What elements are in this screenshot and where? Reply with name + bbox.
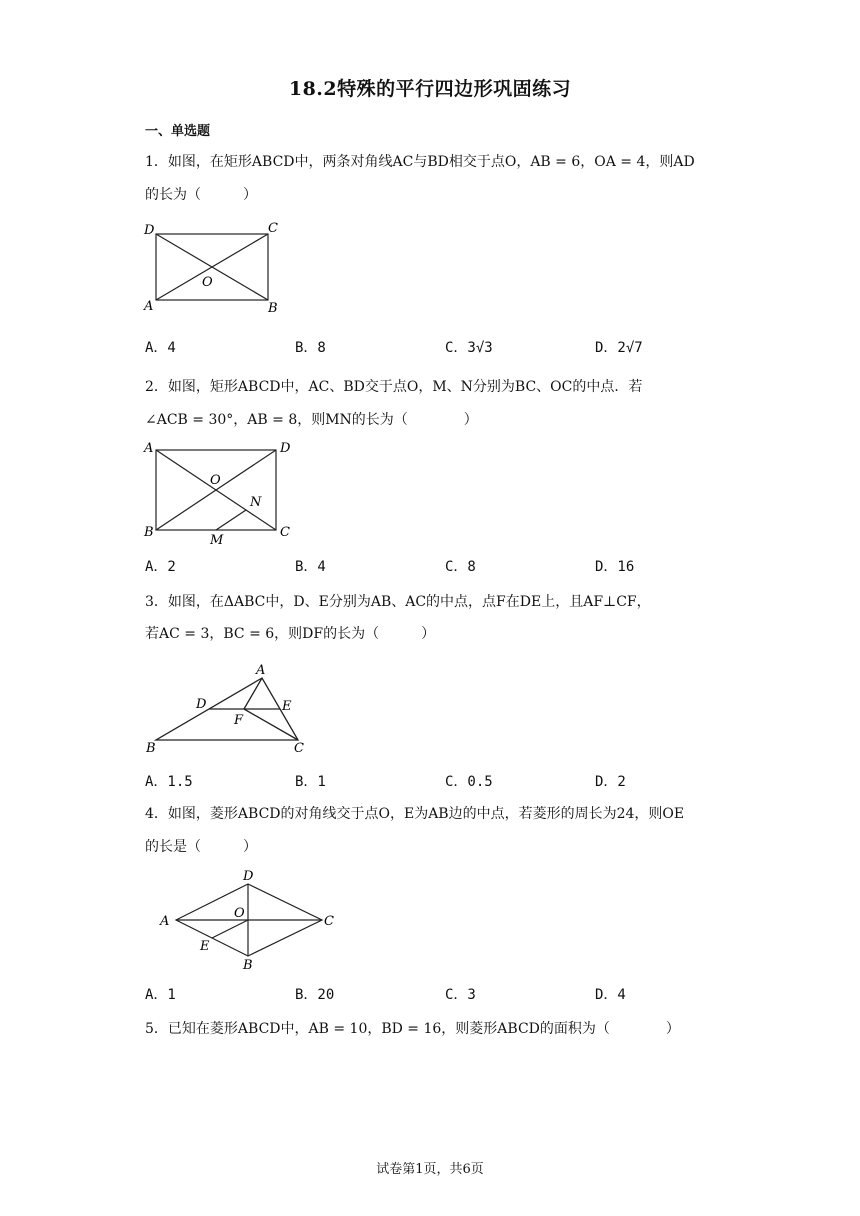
q3-label-c: C	[294, 741, 304, 756]
q3-label-d: D	[196, 697, 207, 712]
q1-label-c: C	[268, 221, 278, 236]
q4-label-e: E	[200, 939, 210, 954]
q4-label-o: O	[234, 906, 245, 921]
q1-label-d: D	[144, 223, 155, 238]
question-2-line-1: 2．如图，矩形ABCD中，AC、BD交于点O，M、N分别为BC、OC的中点．若	[145, 379, 643, 395]
q3-option-c[interactable]: C．0.5	[445, 774, 493, 790]
q1-option-d[interactable]: D．2√7	[595, 340, 643, 356]
q2-option-b[interactable]: B．4	[295, 559, 326, 575]
figure-q4-rhombus	[150, 866, 350, 978]
q3-label-a: A	[256, 663, 266, 678]
q4-label-d: D	[243, 869, 254, 884]
q4-option-b[interactable]: B．20	[295, 987, 335, 1003]
q1-label-a: A	[144, 299, 154, 314]
q3-option-d[interactable]: D．2	[595, 774, 626, 790]
question-3-line-2: 若AC = 3，BC = 6，则DF的长为（ ）	[145, 626, 436, 642]
question-5-line-1: 5．已知在菱形ABCD中，AB = 10，BD = 16，则菱形ABCD的面积为（ ）	[145, 1021, 680, 1037]
q3-label-b: B	[146, 741, 156, 756]
page-title: 18.2特殊的平行四边形巩固练习	[288, 78, 572, 100]
q1-label-o: O	[202, 275, 213, 290]
q1-label-b: B	[268, 301, 278, 316]
q4-option-c[interactable]: C．3	[445, 987, 476, 1003]
q1-option-a[interactable]: A．4	[145, 340, 176, 356]
q2-option-a[interactable]: A．2	[145, 559, 176, 575]
q3-option-a[interactable]: A．1.5	[145, 774, 193, 790]
q3-label-e: E	[282, 699, 292, 714]
q4-label-c: C	[324, 914, 334, 929]
q4-option-d[interactable]: D．4	[595, 987, 626, 1003]
q2-label-m: M	[210, 533, 224, 548]
question-1-line-1: 1．如图，在矩形ABCD中，两条对角线AC与BD相交于点O，AB = 6，OA = 4，则AD	[145, 154, 695, 170]
q2-label-n: N	[250, 495, 262, 510]
q2-option-d[interactable]: D．16	[595, 559, 635, 575]
q2-option-c[interactable]: C．8	[445, 559, 476, 575]
question-3-line-1: 3．如图，在ΔABC中，D、E分别为AB、AC的中点，点F在DE上，且AF⊥CF，	[145, 594, 651, 610]
question-1-line-2: 的长为（ ）	[145, 187, 257, 203]
q4-label-a: A	[160, 914, 170, 929]
question-4-line-2: 的长是（ ）	[145, 839, 257, 855]
q4-option-a[interactable]: A．1	[145, 987, 176, 1003]
q2-label-a: A	[144, 441, 154, 456]
figure-q2-rectangle	[140, 438, 300, 554]
figure-q3-triangle	[140, 660, 320, 760]
q2-label-o: O	[210, 473, 221, 488]
q1-option-c[interactable]: C．3√3	[445, 340, 493, 356]
q1-option-b[interactable]: B．8	[295, 340, 326, 356]
q2-label-d: D	[280, 441, 291, 456]
q2-label-b: B	[144, 525, 154, 540]
q2-label-c: C	[280, 525, 290, 540]
q3-label-f: F	[234, 713, 244, 728]
figure-q1-rectangle	[140, 218, 290, 322]
section-heading: 一、单选题	[145, 124, 211, 139]
question-2-line-2: ∠ACB = 30°，AB = 8，则MN的长为（ ）	[145, 412, 478, 428]
q3-option-b[interactable]: B．1	[295, 774, 326, 790]
page-footer: 试卷第1页，共6页	[376, 1162, 484, 1177]
question-4-line-1: 4．如图，菱形ABCD的对角线交于点O，E为AB边的中点，若菱形的周长为24，则OE	[145, 806, 685, 822]
q4-label-b: B	[243, 958, 253, 973]
